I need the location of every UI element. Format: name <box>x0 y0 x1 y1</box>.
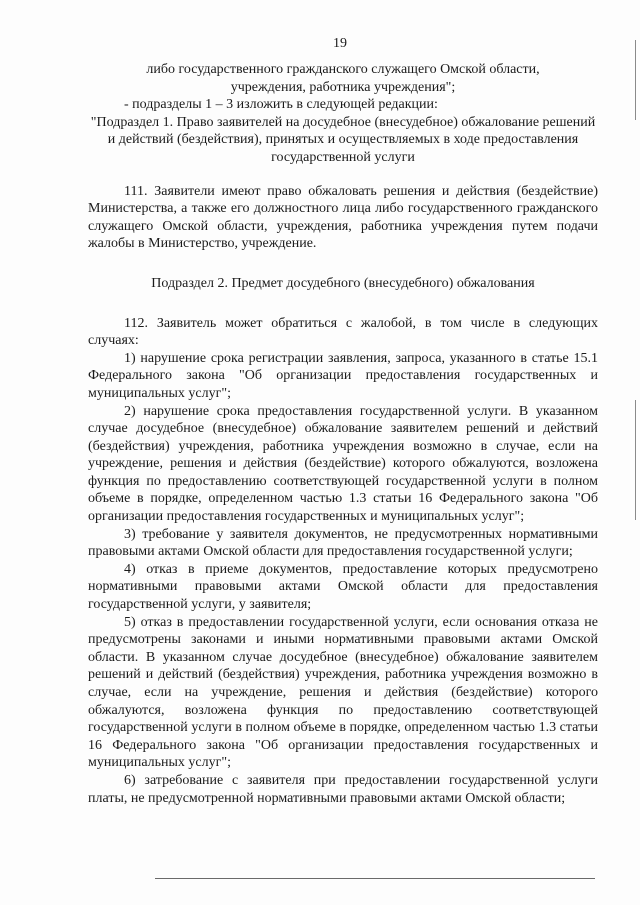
scan-margin-mark <box>635 400 636 520</box>
intro-line-1: либо государственного гражданского служащего Омской области, <box>146 62 540 77</box>
subsection-1-title: "Подраздел 1. Право заявителей на досудебное (внесудебное) обжалование решений и действий (бездействия), принятых и осуществляемых в ходе предоставления государственной услуги <box>90 114 596 165</box>
scan-margin-mark <box>635 40 636 120</box>
list-item: 3) требование у заявителя документов, не предусмотренных нормативными правовыми актами Омской области для предоставления государственной услуги; <box>88 526 598 560</box>
paragraph-111: 111. Заявители имеют право обжаловать решения и действия (бездействие) Министерства, а также его должностного лица либо государственного гражданского служащего Омской области, учреждения, работника учреждения путем подачи жалобы в Министерство, учреждение. <box>88 183 598 252</box>
list-item: 1) нарушение срока регистрации заявления, запроса, указанного в статье 15.1 Федерального закона "Об организации предоставления государственных и муниципальных услуг"; <box>88 350 598 401</box>
page-number: 19 <box>333 36 347 51</box>
document-body <box>88 61 598 807</box>
footer-rule <box>155 878 595 879</box>
paragraph-112: 112. Заявитель может обратиться с жалобой, в том числе в следующих случаях: <box>88 315 598 349</box>
list-item: 2) нарушение срока предоставления государственной услуги. В указанном случае досудебное (внесудебное) обжалование заявителем решений и действий (бездействия) учреждения, работника учреждения возможно в случае, если на учреждение, решения и действия (бездействие) которого обжалуются, возложена функция по предоставлению соответствующей государственной услуги в полном объеме в порядке, определенном частью 1.3 статьи 16 Федерального закона "Об организации предоставления государственных и муниципальных услуг"; <box>88 403 598 525</box>
list-item: 5) отказ в предоставлении государственной услуги, если основания отказа не предусмотрены законами и иными нормативными правовыми актами Омской области. В указанном случае досудебное (внесудебное) обжалование заявителем решений и действий (бездействия) учреждения, работника учреждения возможно в случае, если на учреждение, решения и действия (бездействие) которого обжалуются, возложена функция по предоставлению соответствующей государственной услуги в полном объеме в порядке, определенном частью 1.3 статьи 16 Федерального закона "Об организации предоставления государственных и муниципальных услуг"; <box>88 614 598 771</box>
instruction-line: - подразделы 1 – 3 изложить в следующей редакции: <box>124 97 438 113</box>
list-item: 4) отказ в приеме документов, предоставление которых предусмотрено нормативными правовыми актами Омской области для предоставления государственной услуги, у заявителя; <box>88 561 598 613</box>
list-item: 6) затребование с заявителя при предоставлении государственной услуги платы, не предусмотренной нормативными правовыми актами Омской области; <box>88 772 598 806</box>
subsection-2-title: Подраздел 2. Предмет досудебного (внесудебного) обжалования <box>151 275 535 291</box>
intro-line-2: учреждения, работника учреждения"; <box>230 79 456 95</box>
